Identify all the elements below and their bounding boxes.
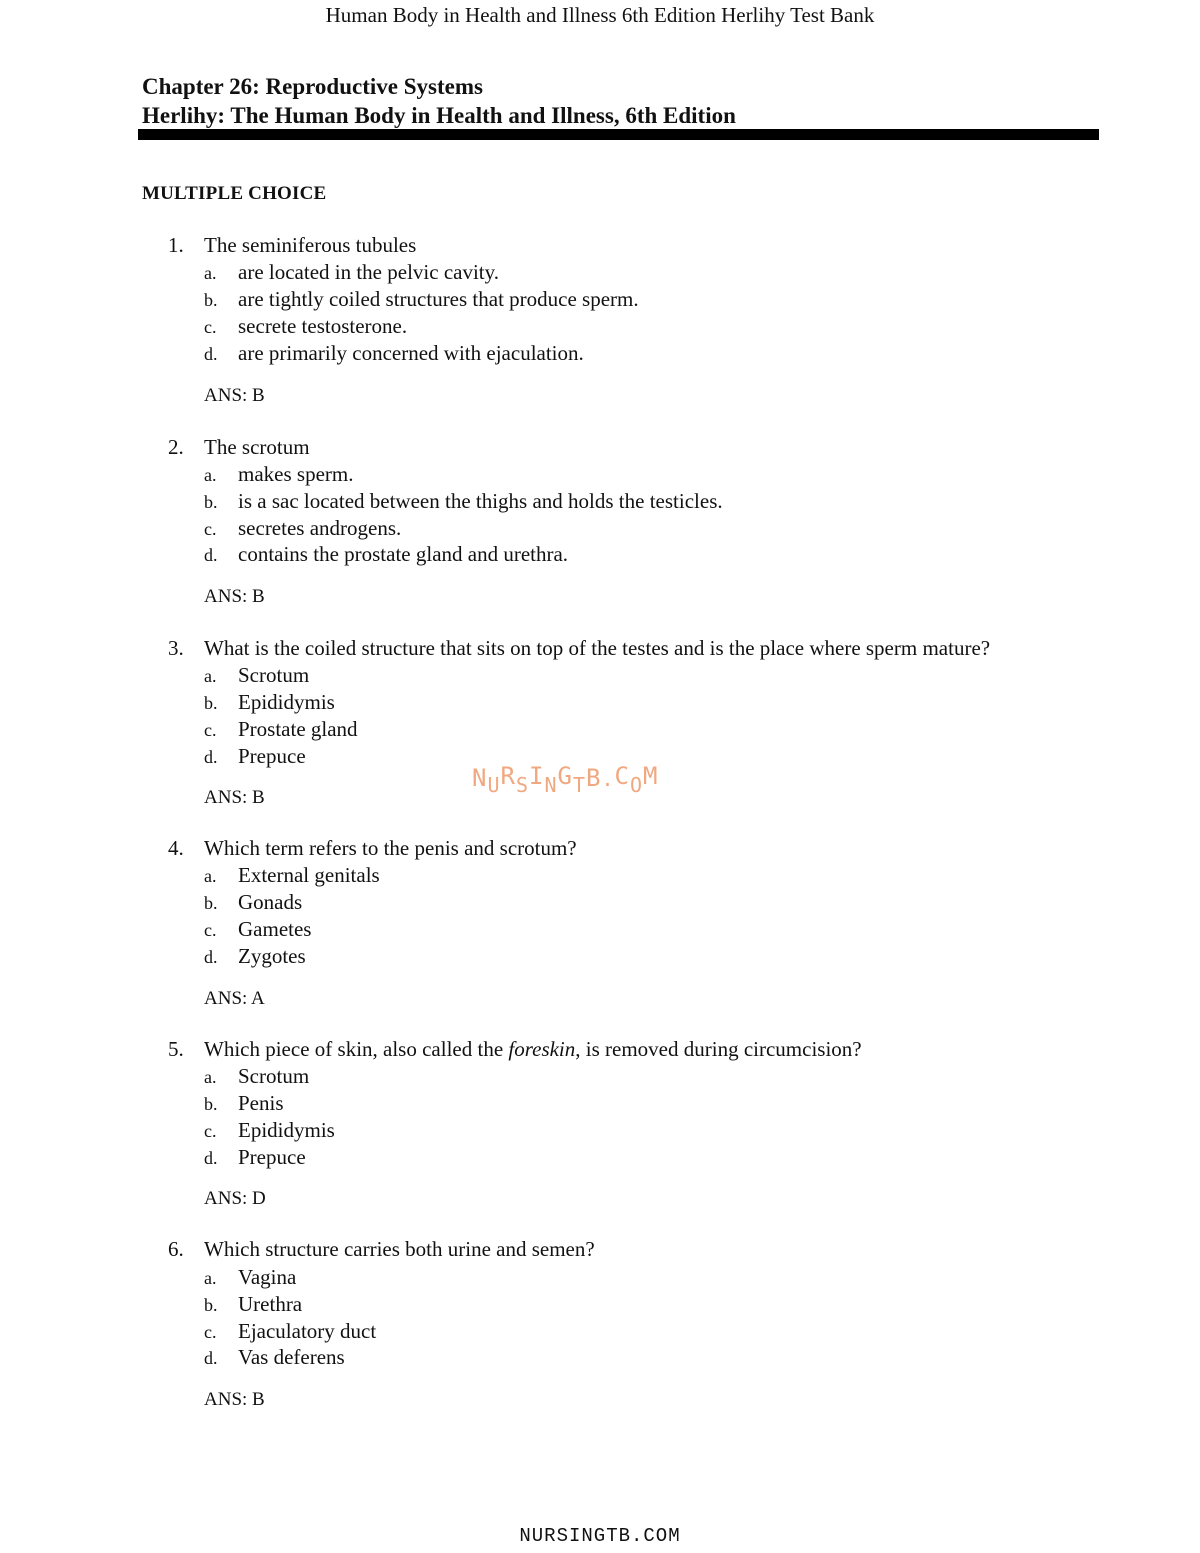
option-letter: d. xyxy=(204,1148,218,1168)
option-text: Vas deferens xyxy=(238,1345,345,1369)
option-letter: c. xyxy=(204,720,217,740)
option-letter: c. xyxy=(204,519,217,539)
question-stem: The scrotum xyxy=(204,435,310,459)
option-a xyxy=(204,461,353,489)
option-letter: b. xyxy=(204,693,218,713)
option-letter: a. xyxy=(204,263,217,283)
question-stem: Which term refers to the penis and scrotum? xyxy=(204,836,577,860)
watermark-letter: S xyxy=(515,773,529,797)
question-number: 4. xyxy=(168,836,184,860)
answer-key: ANS: B xyxy=(204,1389,265,1410)
option-a xyxy=(204,862,380,890)
page-footer: NURSINGTB.COM xyxy=(519,1525,681,1547)
watermark-letter: M xyxy=(643,762,659,790)
watermark-letter: . xyxy=(601,767,615,791)
option-a xyxy=(204,1264,296,1292)
question-stem-italic-term: foreskin xyxy=(508,1037,576,1061)
watermark-text xyxy=(472,762,659,797)
watermark-letter: R xyxy=(500,762,516,790)
title-block xyxy=(142,72,1099,130)
option-d xyxy=(204,1344,345,1372)
option-text: Epididymis xyxy=(238,690,335,714)
title-rule-divider xyxy=(138,129,1099,140)
question-number: 1. xyxy=(168,233,184,257)
option-text: secrete testosterone. xyxy=(238,314,408,338)
question-number: 5. xyxy=(168,1037,184,1061)
option-a xyxy=(204,662,309,690)
option-b xyxy=(204,286,639,314)
option-letter: c. xyxy=(204,1121,217,1141)
option-c xyxy=(204,313,407,341)
question-stem xyxy=(204,1036,862,1063)
option-text: Ejaculatory duct xyxy=(238,1319,377,1343)
option-letter: d. xyxy=(204,344,218,364)
option-letter: b. xyxy=(204,492,218,512)
watermark-letter: T xyxy=(572,773,586,797)
watermark-letter: B xyxy=(586,764,602,792)
option-text: secretes androgens. xyxy=(238,516,402,540)
watermark-letter: C xyxy=(614,762,630,790)
answer-key: ANS: B xyxy=(204,787,265,808)
watermark-letter: I xyxy=(529,762,545,790)
option-letter: c. xyxy=(204,1322,217,1342)
option-d xyxy=(204,340,584,368)
option-d xyxy=(204,541,568,569)
option-a xyxy=(204,259,499,287)
option-d xyxy=(204,743,306,771)
option-letter: d. xyxy=(204,747,218,767)
option-text: Scrotum xyxy=(238,663,310,687)
option-letter: a. xyxy=(204,1268,217,1288)
option-letter: d. xyxy=(204,947,218,967)
option-text: Prepuce xyxy=(238,1145,306,1169)
option-b xyxy=(204,689,335,717)
option-b xyxy=(204,1291,302,1319)
option-letter: a. xyxy=(204,465,217,485)
option-text: Gametes xyxy=(238,917,312,941)
option-letter: b. xyxy=(204,1094,218,1114)
option-c xyxy=(204,716,358,744)
option-text: are primarily concerned with ejaculation. xyxy=(238,341,584,365)
option-letter: b. xyxy=(204,893,218,913)
option-text: contains the prostate gland and urethra. xyxy=(238,542,569,566)
section-heading: MULTIPLE CHOICE xyxy=(142,183,327,204)
option-letter: d. xyxy=(204,545,218,565)
option-c xyxy=(204,1117,335,1145)
answer-key: ANS: A xyxy=(204,988,265,1009)
answer-key: ANS: B xyxy=(204,586,265,607)
question-stem: The seminiferous tubules xyxy=(204,233,417,257)
option-text: Penis xyxy=(238,1091,284,1115)
option-text: makes sperm. xyxy=(238,462,354,486)
question-number: 6. xyxy=(168,1237,184,1261)
option-b xyxy=(204,488,723,516)
option-letter: a. xyxy=(204,1067,217,1087)
option-c xyxy=(204,1318,376,1346)
question-number: 2. xyxy=(168,435,184,459)
option-text: Scrotum xyxy=(238,1064,310,1088)
answer-key: ANS: B xyxy=(204,385,265,406)
option-text: Vagina xyxy=(238,1265,297,1289)
option-a xyxy=(204,1063,309,1091)
question-stem: Which structure carries both urine and semen? xyxy=(204,1237,595,1261)
watermark-letter: U xyxy=(487,773,501,797)
question-stem-before: Which piece of skin, also called the xyxy=(204,1037,509,1061)
option-text: Prostate gland xyxy=(238,717,358,741)
watermark-letter: N xyxy=(472,764,488,792)
option-text: External genitals xyxy=(238,863,380,887)
option-c xyxy=(204,515,401,543)
option-text: Zygotes xyxy=(238,944,306,968)
option-text: Prepuce xyxy=(238,744,306,768)
option-d xyxy=(204,943,306,971)
option-letter: c. xyxy=(204,920,217,940)
option-letter: c. xyxy=(204,317,217,337)
chapter-title: Chapter 26: Reproductive Systems xyxy=(142,74,483,99)
option-b xyxy=(204,889,302,917)
watermark-letter: N xyxy=(544,773,558,797)
option-text: Epididymis xyxy=(238,1118,335,1142)
option-text: are located in the pelvic cavity. xyxy=(238,260,500,284)
option-text: Gonads xyxy=(238,890,303,914)
question-stem-after: , is removed during circumcision? xyxy=(575,1037,862,1061)
option-letter: d. xyxy=(204,1348,218,1368)
option-letter: b. xyxy=(204,1295,218,1315)
option-letter: b. xyxy=(204,290,218,310)
book-title: Herlihy: The Human Body in Health and Illness, 6th Edition xyxy=(142,103,736,128)
question-number: 3. xyxy=(168,636,184,660)
option-letter: a. xyxy=(204,866,217,886)
option-text: are tightly coiled structures that produce sperm. xyxy=(238,287,639,311)
answer-key: ANS: D xyxy=(204,1188,266,1209)
option-d xyxy=(204,1144,306,1172)
question-stem: What is the coiled structure that sits on top of the testes and is the place where sperm mature? xyxy=(204,636,991,660)
option-c xyxy=(204,916,311,944)
option-letter: a. xyxy=(204,666,217,686)
page-header: Human Body in Health and Illness 6th Edition Herlihy Test Bank xyxy=(325,3,875,27)
watermark-letter: G xyxy=(557,762,573,790)
watermark-letter: O xyxy=(629,773,643,797)
option-b xyxy=(204,1090,284,1118)
option-text: Urethra xyxy=(238,1292,303,1316)
option-text: is a sac located between the thighs and holds the testicles. xyxy=(238,489,723,513)
